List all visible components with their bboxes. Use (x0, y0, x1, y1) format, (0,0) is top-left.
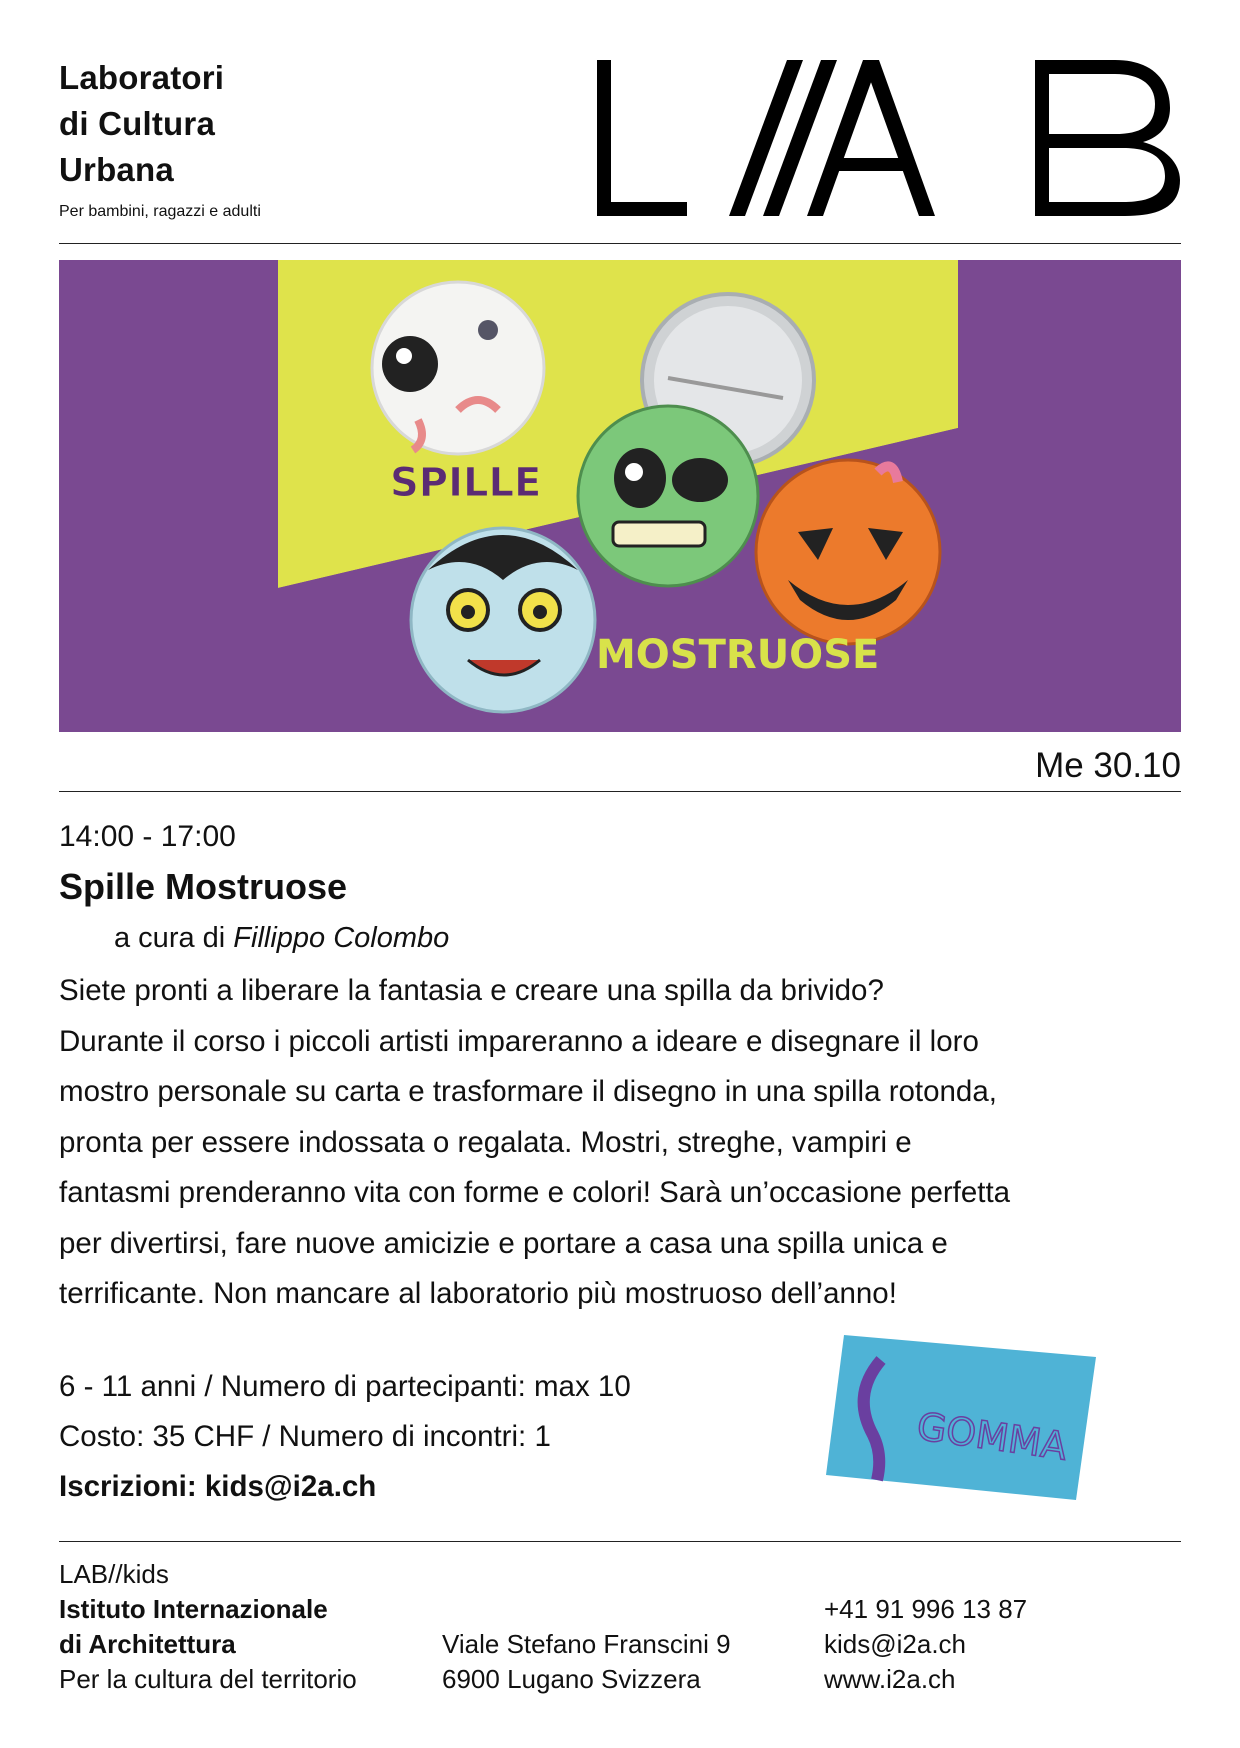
footer-address (442, 1592, 731, 1697)
event-date: Me 30.10 (1035, 746, 1181, 785)
description-line: per divertirsi, fare nuove amicizie e portare a casa una spilla unica e (59, 1226, 948, 1260)
footer-contacts (824, 1592, 1027, 1697)
header-divider (59, 243, 1181, 244)
sticker-text: GOMMA (914, 1404, 1070, 1469)
institute-tagline: Per la cultura del territorio (59, 1664, 357, 1694)
lab-logo (595, 58, 1185, 218)
footer-program: LAB//kids (59, 1559, 169, 1589)
description-line: Siete pronti a liberare la fantasia e creare una spilla da brivido? (59, 974, 884, 1007)
event-description (59, 966, 1179, 1320)
footer-divider (59, 1541, 1181, 1542)
title-line-2: di Cultura (59, 105, 215, 142)
description-line: Durante il corso i piccoli artisti impareranno a ideare e disegnare il loro (59, 1024, 979, 1058)
curator-prefix: a cura di (114, 922, 226, 954)
eyeball-badge (372, 282, 544, 454)
institute-name-line-2: di Architettura (59, 1629, 236, 1659)
hero-image (59, 260, 1181, 732)
event-time: 14:00 - 17:00 (59, 820, 236, 853)
pumpkin-badge (756, 460, 940, 644)
curator-name: Fillippo Colombo (233, 922, 450, 954)
description-line: terrificante. Non mancare al laboratorio più mostruoso dell’anno! (59, 1277, 897, 1310)
description-line: mostro personale su carta e trasformare il disegno in una spilla rotonda, (59, 1075, 997, 1108)
event-title: Spille Mostruose (59, 866, 348, 907)
gomma-sticker (826, 1335, 1096, 1500)
contact-email[interactable]: kids@i2a.ch (824, 1629, 967, 1659)
title-line-3: Urbana (59, 151, 174, 188)
age-participants: 6 - 11 anni / Numero di partecipanti: max 10 (59, 1370, 631, 1403)
hero-word-mostruose: MOSTRUOSE (596, 632, 880, 678)
footer-institute (59, 1557, 357, 1697)
address-line-2: 6900 Lugano Svizzera (442, 1664, 701, 1694)
description-line: pronta per essere indossata o regalata. Mostri, streghe, vampiri e (59, 1125, 912, 1159)
title-line-1: Laboratori (59, 59, 225, 96)
badges-illustration (278, 260, 958, 732)
event-curator (114, 922, 449, 955)
vampire-badge (411, 528, 595, 712)
contact-phone[interactable]: +41 91 996 13 87 (824, 1594, 1028, 1624)
description-line: fantasmi prenderanno vita con forme e colori! Sarà un’occasione perfetta (59, 1176, 1011, 1209)
organization-title (59, 55, 224, 193)
cost-sessions: Costo: 35 CHF / Numero di incontri: 1 (59, 1420, 551, 1453)
institute-name-line-1: Istituto Internazionale (59, 1594, 328, 1624)
hero-word-spille: SPILLE (390, 460, 542, 506)
skull-badge (578, 406, 758, 586)
registration-info: Iscrizioni: kids@i2a.ch (59, 1470, 377, 1503)
address-line-1: Viale Stefano Franscini 9 (442, 1629, 731, 1659)
organization-subtitle: Per bambini, ragazzi e adulti (59, 203, 261, 220)
contact-website[interactable]: www.i2a.ch (824, 1664, 956, 1694)
date-divider (59, 791, 1181, 792)
